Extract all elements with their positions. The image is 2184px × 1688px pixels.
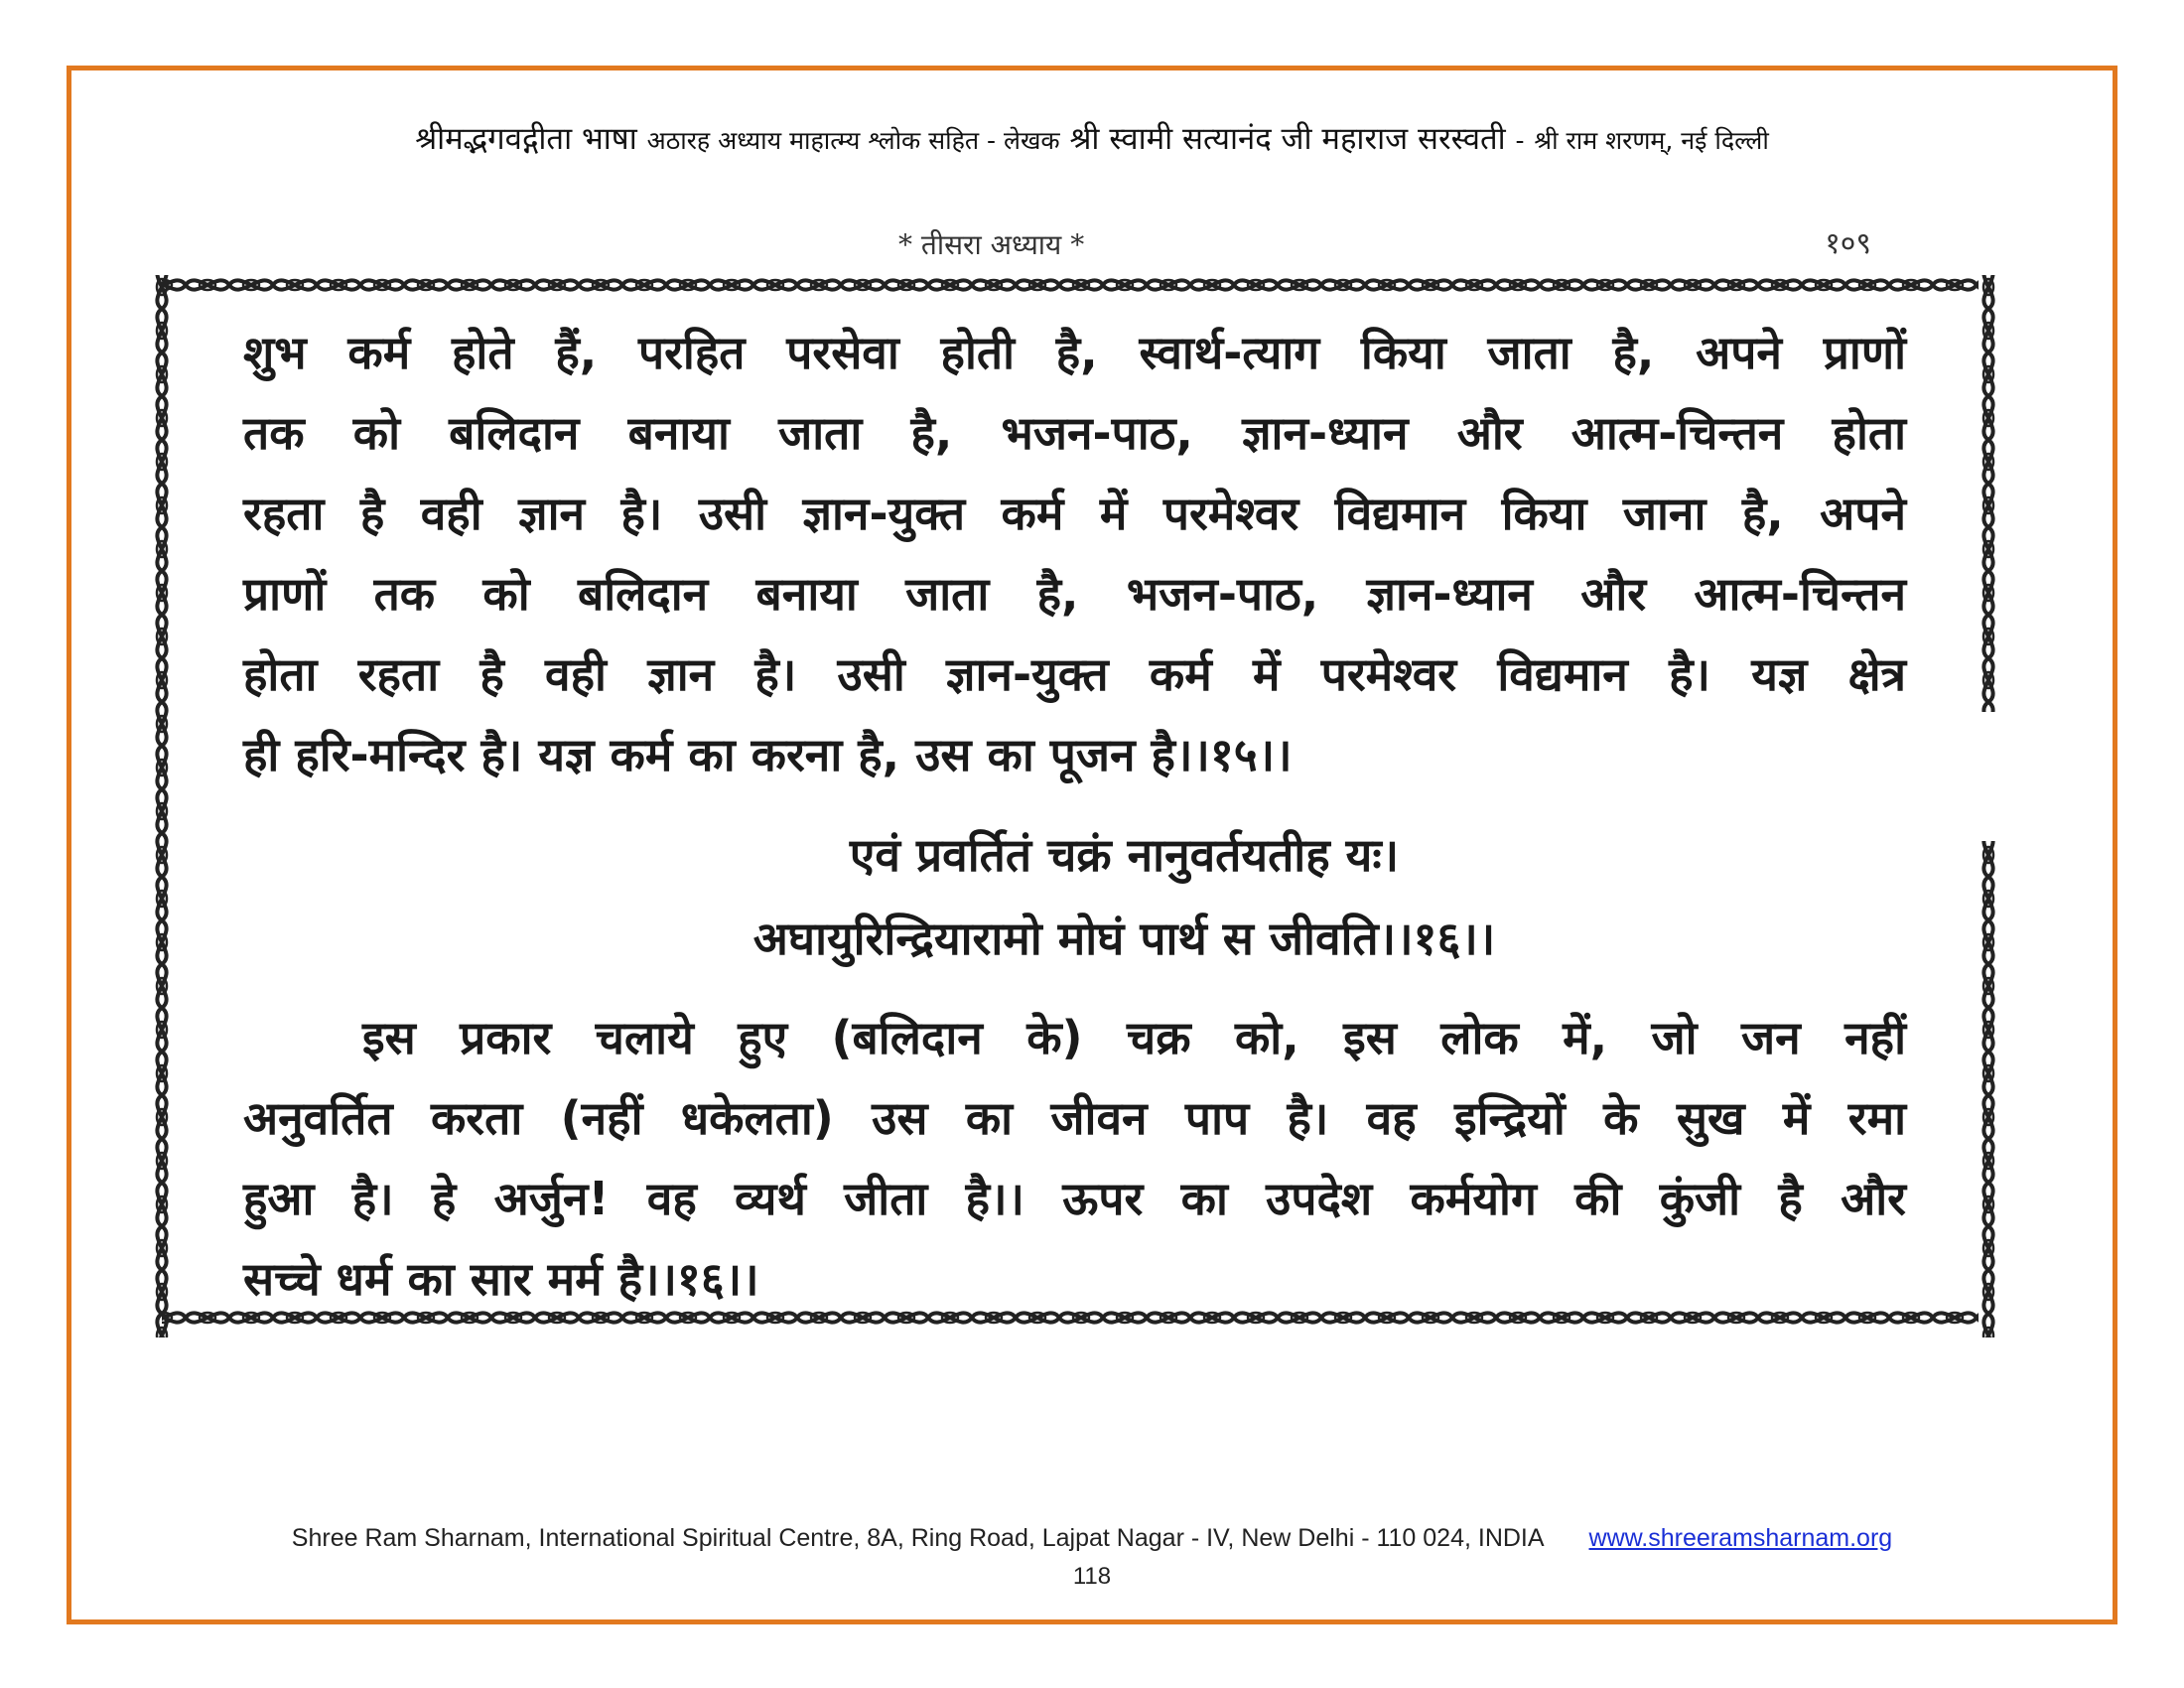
sanskrit-verse-line: अघायुरिन्द्रियारामो मोघं पार्थ स जीवति।।१६।। [752, 912, 1496, 965]
header-title: श्रीमद्भगवद्गीता भाषा [415, 121, 637, 157]
translation-line: अनुवर्तित करता (नहीं धकेलता) उस का जीवन पाप है। वह इन्द्रियों के सुख में रमा [243, 1091, 1906, 1145]
scanned-book-page [134, 213, 2005, 1355]
body-line: होता रहता है वही ज्ञान है। उसी ज्ञान-युक्त कर्म में परमेश्वर विद्यमान है। यज्ञ क्षेत्र [243, 647, 1906, 701]
website-link[interactable]: www.shreeramsharnam.org [1588, 1524, 1893, 1552]
header-separator: - [1515, 126, 1525, 155]
body-line: ही हरि-मन्दिर है। यज्ञ कर्म का करना है, उस का पूजन है।।१५।। [243, 728, 1293, 781]
page-footer [0, 1524, 2184, 1591]
chapter-heading: * तीसरा अध्याय * [898, 228, 1085, 261]
body-text [243, 313, 1906, 1320]
book-page-number: १०९ [1825, 226, 1871, 261]
header-subtitle: अठारह अध्याय माहात्म्य श्लोक सहित - लेखक [646, 126, 1060, 155]
body-line: तक को बलिदान बनाया जाता है, भजन-पाठ, ज्ञान-ध्यान और आत्म-चिन्तन होता [243, 406, 1906, 460]
footer-page-number: 118 [1072, 1563, 1112, 1590]
header-publisher: श्री राम शरणम्, नई दिल्ली [1534, 126, 1769, 155]
translation-line: हुआ है। हे अर्जुन! वह व्यर्थ जीता है।। ऊपर का उपदेश कर्मयोग की कुंजी है और [243, 1172, 1906, 1225]
translation-line: सच्चे धर्म का सार मर्म है।।१६।। [243, 1252, 759, 1306]
body-line: रहता है वही ज्ञान है। उसी ज्ञान-युक्त कर्म में परमेश्वर विद्यमान किया जाना है, अपने [243, 487, 1906, 540]
body-line: प्राणों तक को बलिदान बनाया जाता है, भजन-पाठ, ज्ञान-ध्यान और आत्म-चिन्तन [243, 567, 1906, 621]
header-author: श्री स्वामी सत्यानंद जी महाराज सरस्वती [1069, 121, 1506, 157]
page-header [79, 117, 2105, 159]
sanskrit-verse-line: एवं प्रवर्तितं चक्रं नानुवर्तयतीह यः। [849, 828, 1400, 882]
body-line: शुभ कर्म होते हैं, परहित परसेवा होती है, स्वार्थ-त्याग किया जाता है, अपने प्राणों [243, 326, 1906, 379]
footer-address: Shree Ram Sharnam, International Spiritual Centre, 8A, Ring Road, Lajpat Nagar - IV, New Delhi - 110 024, INDIA [291, 1524, 1545, 1552]
translation-line: इस प्रकार चलाये हुए (बलिदान के) चक्र को, इस लोक में, जो जन नहीं [362, 1011, 1906, 1064]
